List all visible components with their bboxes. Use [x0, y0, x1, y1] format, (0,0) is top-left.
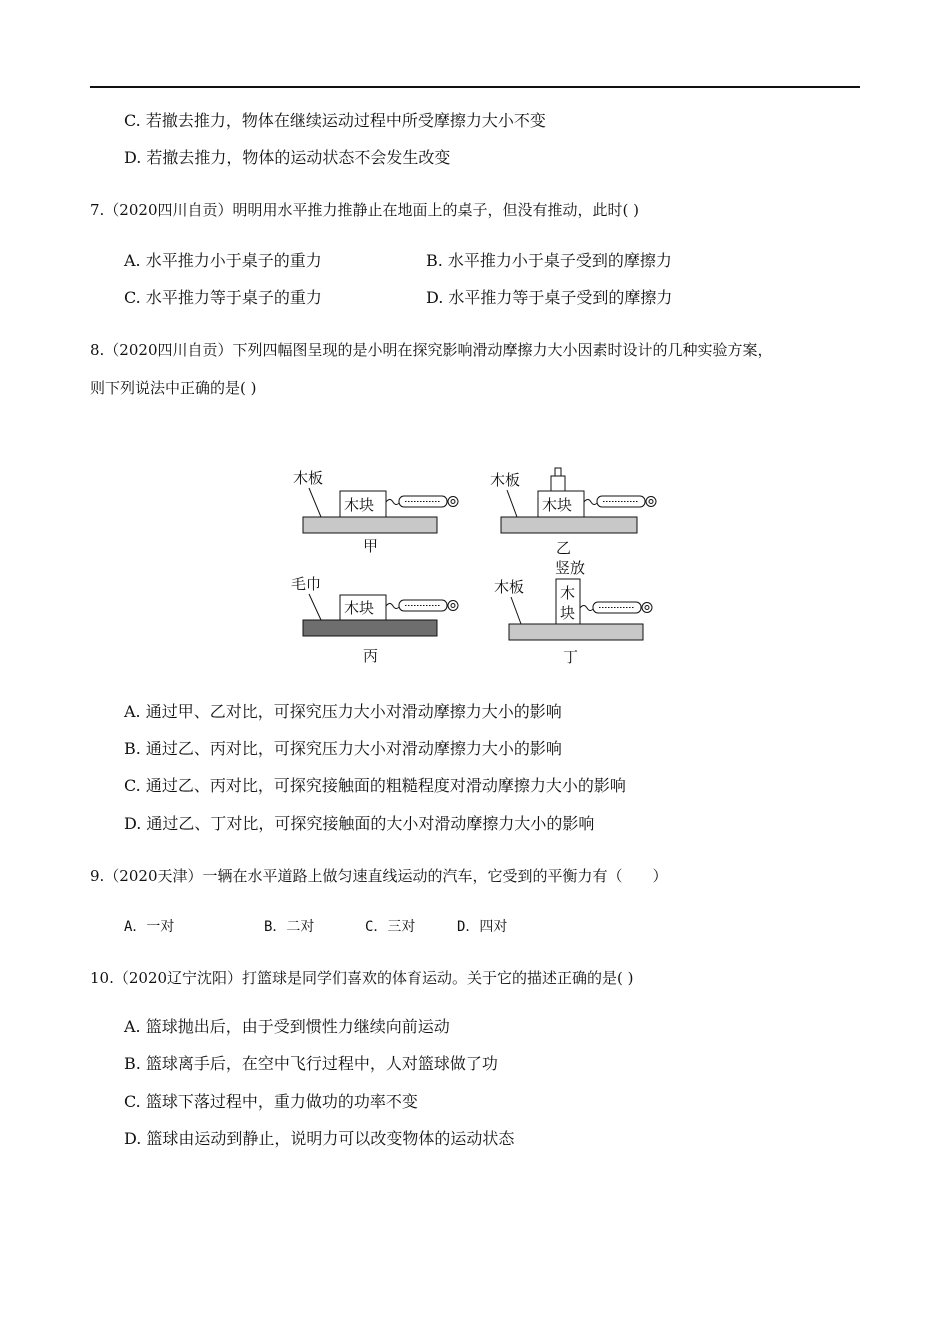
- panel-yi-board: [501, 517, 637, 533]
- panel-jia-caption: 甲: [363, 537, 379, 555]
- header-rule: [90, 86, 860, 88]
- q7-option-d: D. 水平推力等于桌子受到的摩擦力: [426, 288, 673, 307]
- panel-yi-surface-label: 木板: [490, 471, 521, 489]
- q9-option-d: D．四对: [457, 919, 508, 935]
- panel-jia-board: [303, 517, 437, 533]
- q7-option-b: B. 水平推力小于桌子受到的摩擦力: [426, 251, 672, 270]
- panel-ding-block-label-1: 木: [560, 584, 576, 602]
- panel-yi-caption: 乙: [556, 539, 572, 557]
- panel-bing-caption: 丙: [363, 647, 379, 665]
- q8-stem-line2: 则下列说法中正确的是( ): [90, 379, 257, 397]
- q9-option-a: A．一对: [124, 919, 175, 935]
- panel-ding-caption: 丁: [563, 648, 579, 666]
- panel-ding-block-label-2: 块: [560, 604, 576, 622]
- panel-ding-surface-label: 木板: [494, 578, 525, 596]
- q9-option-b: B．二对: [264, 919, 315, 935]
- panel-bing-block-label: 木块: [344, 599, 375, 617]
- q7-option-a: A. 水平推力小于桌子的重力: [124, 251, 322, 270]
- q9-stem: 9.（2020天津）一辆在水平道路上做匀速直线运动的汽车，它受到的平衡力有（ ）: [90, 867, 668, 885]
- q10-option-d: D. 篮球由运动到静止，说明力可以改变物体的运动状态: [124, 1129, 515, 1148]
- q9-option-c: C．三对: [365, 919, 416, 935]
- panel-bing: [291, 575, 458, 665]
- panel-jia-surface-label: 木板: [293, 469, 324, 487]
- panel-ding: [494, 559, 652, 666]
- q6-option-c: C. 若撤去推力，物体在继续运动过程中所受摩擦力大小不变: [124, 111, 546, 130]
- panel-jia: [293, 469, 458, 555]
- panel-bing-surface-label: 毛巾: [291, 575, 322, 593]
- panel-yi-block-label: 木块: [542, 496, 573, 514]
- friction-experiment-figure: [285, 462, 665, 672]
- panel-jia-block-label: 木块: [344, 496, 375, 514]
- panel-bing-towel-board: [303, 620, 437, 636]
- q7-stem: 7.（2020四川自贡）明明用水平推力推静止在地面上的桌子，但没有推动，此时( ): [90, 201, 639, 219]
- q8-stem-line1: 8.（2020四川自贡）下列四幅图呈现的是小明在探究影响滑动摩擦力大小因素时设计的几种实验方案，: [90, 341, 773, 359]
- q8-option-a: A. 通过甲、乙对比，可探究压力大小对滑动摩擦力大小的影响: [124, 702, 562, 721]
- panel-ding-note: 竖放: [555, 559, 586, 577]
- panel-yi-weight: [551, 476, 565, 491]
- q10-stem: 10.（2020辽宁沈阳）打篮球是同学们喜欢的体育运动。关于它的描述正确的是( ): [90, 969, 634, 987]
- q6-option-d: D. 若撤去推力，物体的运动状态不会发生改变: [124, 148, 451, 167]
- q10-option-b: B. 篮球离手后，在空中飞行过程中，人对篮球做了功: [124, 1054, 498, 1073]
- q7-option-c: C. 水平推力等于桌子的重力: [124, 288, 322, 307]
- q8-option-b: B. 通过乙、丙对比，可探究压力大小对滑动摩擦力大小的影响: [124, 739, 562, 758]
- panel-ding-board: [509, 624, 643, 640]
- q10-option-a: A. 篮球抛出后，由于受到惯性力继续向前运动: [124, 1017, 450, 1036]
- panel-yi: [490, 468, 656, 557]
- q10-option-c: C. 篮球下落过程中，重力做功的功率不变: [124, 1092, 418, 1111]
- q8-option-d: D. 通过乙、丁对比，可探究接触面的大小对滑动摩擦力大小的影响: [124, 814, 595, 833]
- q8-option-c: C. 通过乙、丙对比，可探究接触面的粗糙程度对滑动摩擦力大小的影响: [124, 776, 626, 795]
